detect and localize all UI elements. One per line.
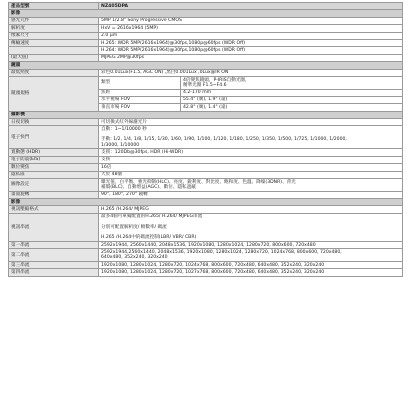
spec-value: MJPEG 2MP@30fps bbox=[99, 54, 403, 61]
spec-row bbox=[9, 156, 403, 163]
model-value: NZ405DPA bbox=[99, 3, 403, 10]
spec-sublabel: 垂直市場 FOV bbox=[99, 104, 181, 111]
spec-label: 隱私區 bbox=[9, 171, 99, 178]
spec-row bbox=[9, 261, 403, 268]
spec-value: 支援 bbox=[99, 156, 403, 163]
spec-value: 2592x1944, 2560x1440, 2048x1536, 1920x1080, 1280x1024, 1280x720, 800x600, 720x480 bbox=[99, 241, 403, 248]
model-row bbox=[9, 3, 403, 10]
spec-row bbox=[9, 164, 403, 171]
spec-row bbox=[9, 241, 403, 248]
spec-value-line: 2592x1944,2560x1440, 2048x1536, 1920x1080, 1280x1024, 1280x720, 1024x768, 800x600, 720x480, bbox=[101, 249, 342, 255]
spec-value bbox=[99, 213, 403, 241]
spec-value bbox=[99, 179, 403, 192]
spec-value: H.265: WDR 5MP(2616x1964)@30fps,1080p@60fps (WDR Off) bbox=[99, 39, 403, 46]
spec-label bbox=[9, 47, 99, 54]
spec-row bbox=[9, 17, 403, 24]
spec-row bbox=[9, 47, 403, 54]
spec-value-line: 手動: 1/2, 1/4, 1/8, 1/15, 1/30, 1/60, 1/90, 1/100, 1/120, 1/180, 1/250, 1/350, 1/500, 1/725, 1/1000, 1/2000, bbox=[101, 137, 347, 143]
spec-value: 支援：120Db@30fps, HDR (Hi-WDR) bbox=[99, 149, 403, 156]
spec-label: 第四串流 bbox=[9, 269, 99, 276]
spec-value: 55.4° (廣), 1.9° (遠) bbox=[181, 96, 403, 103]
spec-value: 大於 48個 bbox=[99, 171, 403, 178]
spec-value: 彩色0.01Lux(F1.5, AGC ON) ,黑白0.001Lux ,0Lux@IR ON bbox=[99, 69, 403, 76]
section-header bbox=[9, 10, 403, 17]
spec-value-line: 最多4個可單獨配置的H.265/ H.264/ MJPEG串流 bbox=[101, 214, 203, 220]
spec-value-line: 自動：1~1/10000 秒 bbox=[101, 127, 147, 133]
spec-value-line: H.265 /H.264中的碼流控制(LBR/ VBR/ CBR) bbox=[101, 235, 197, 241]
spec-row bbox=[9, 249, 403, 262]
spec-value-line: 補償(BLC)、自動增益(AGC)、數位、隱私遮蔽 bbox=[101, 184, 196, 190]
spec-value: 4.2-170 mm bbox=[181, 89, 403, 96]
spec-label: 電子防震(EIS) bbox=[9, 156, 99, 163]
spec-value-line: 曝光值、白平衡、強光抑制(HLC)、亮度、銳利度、對比度、飽和度、色溫、降噪(3DNR)、背光 bbox=[101, 179, 296, 185]
spec-label: 視訊串流 bbox=[9, 213, 99, 241]
spec-value-line: 分別可配置解析度/ 幀數率/ 碼流 bbox=[101, 224, 167, 230]
spec-label: 傳輸速度 bbox=[9, 39, 99, 46]
spec-label: 第一串流 bbox=[9, 241, 99, 248]
spec-row bbox=[9, 32, 403, 39]
spec-value-line: 4倍變焦鏡頭，P-IRIS自動光圈， bbox=[183, 77, 250, 83]
spec-value: 1920x1080, 1280x1024, 1280x720, 1024x768, 800x600, 720x480, 640x480, 352x240, 320x240 bbox=[99, 261, 403, 268]
section-title: 攝影機 bbox=[9, 111, 403, 118]
section-title: 影像 bbox=[9, 198, 403, 205]
spec-row bbox=[9, 25, 403, 32]
spec-sublabel: 水平視場 FOV bbox=[99, 96, 181, 103]
spec-row bbox=[9, 76, 403, 89]
spec-value bbox=[99, 249, 403, 262]
spec-value bbox=[99, 126, 403, 149]
spec-row bbox=[9, 54, 403, 61]
spec-label: 視訊壓縮格式 bbox=[9, 206, 99, 213]
spec-value bbox=[181, 76, 403, 89]
spec-label: 鏡頭規格 bbox=[9, 76, 99, 111]
spec-label: 感光元件 bbox=[9, 17, 99, 24]
section-header bbox=[9, 62, 403, 69]
spec-value: H.265 /H.264/ MJPEG bbox=[99, 206, 403, 213]
spec-label: 數位變焦 bbox=[9, 164, 99, 171]
spec-label: (最大值) bbox=[9, 54, 99, 61]
spec-row bbox=[9, 39, 403, 46]
spec-row bbox=[9, 269, 403, 276]
spec-sublabel: 焦距 bbox=[99, 89, 181, 96]
spec-label: 最低照度 bbox=[9, 69, 99, 76]
section-title: 影像 bbox=[9, 10, 403, 17]
spec-value: 可切換式紅外線濾光片 bbox=[99, 119, 403, 126]
spec-row bbox=[9, 206, 403, 213]
spec-label: 解析度 bbox=[9, 25, 99, 32]
spec-value: H.264: WDR 5MP(2616x1964)@30fps,1080p@60fps (WDR Off) bbox=[99, 47, 403, 54]
spec-value-line: 1/3000, 1/10000 bbox=[101, 142, 140, 148]
spec-value-line: 640x480, 352x240, 320x240 bbox=[101, 255, 168, 261]
spec-value: 2.0 μm bbox=[99, 32, 403, 39]
spec-row bbox=[9, 119, 403, 126]
spec-label: 第三串流 bbox=[9, 261, 99, 268]
spec-label: 電子快門 bbox=[9, 126, 99, 149]
spec-row bbox=[9, 171, 403, 178]
spec-row bbox=[9, 149, 403, 156]
spec-row bbox=[9, 191, 403, 198]
spec-row bbox=[9, 213, 403, 241]
spec-value: 1920x1080, 1280x1024, 1280x720, 1027x768, 800x600, 720x480, 640x480, 352x240, 320x240 bbox=[99, 269, 403, 276]
spec-value: 5MP 1/2.8" Sony Progressive CMOS bbox=[99, 17, 403, 24]
spec-row bbox=[9, 69, 403, 76]
spec-label: 第二串流 bbox=[9, 249, 99, 262]
spec-row bbox=[9, 126, 403, 149]
spec-label: 像素尺寸 bbox=[9, 32, 99, 39]
spec-row bbox=[9, 179, 403, 192]
section-header bbox=[9, 111, 403, 118]
section-title: 鏡頭 bbox=[9, 62, 403, 69]
spec-sublabel: 類型 bbox=[99, 76, 181, 89]
spec-label: 圖像設定 bbox=[9, 179, 99, 192]
section-header bbox=[9, 198, 403, 205]
spec-label: 寬動態 (HDR) bbox=[9, 149, 99, 156]
spec-table bbox=[8, 2, 403, 277]
spec-value: 42.8° (廣), 1.4° (遠) bbox=[181, 104, 403, 111]
spec-value: 90°, 180°, 270° 鏡轉 bbox=[99, 191, 403, 198]
model-label: 產品型號 bbox=[9, 3, 99, 10]
spec-label: 畫面旋轉 bbox=[9, 191, 99, 198]
spec-value-line: 精準光圈 F1.5~F4.6 bbox=[183, 82, 227, 88]
spec-value: HxV = 2616x1964 (5MP) bbox=[99, 25, 403, 32]
spec-label: 日夜切換 bbox=[9, 119, 99, 126]
spec-value: 16倍 bbox=[99, 164, 403, 171]
